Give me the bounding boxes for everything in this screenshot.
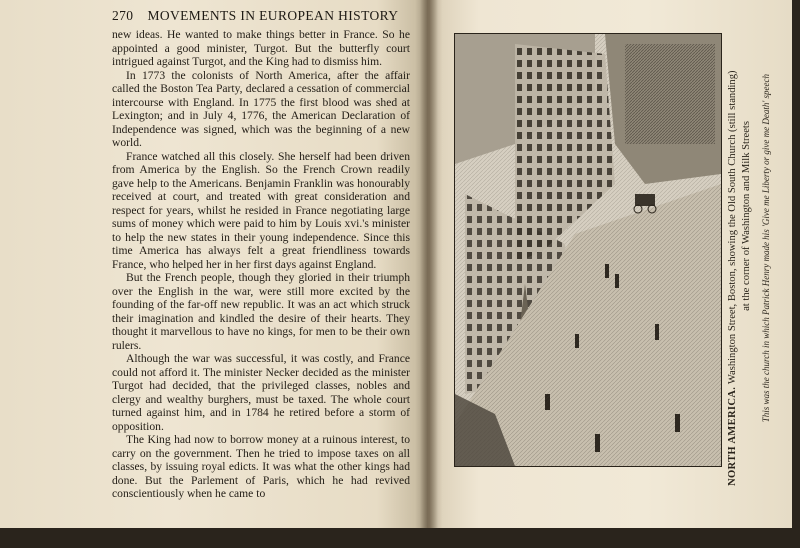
street-scene-illustration — [455, 34, 721, 466]
caption-title: NORTH AMERICA. — [727, 386, 738, 486]
body-text — [112, 28, 410, 501]
caption-line-1 — [727, 66, 739, 486]
paragraph: The King had now to borrow money at a ruinous interest, to carry on the government. Then he tried to impose taxes on all classes, by issuing royal edicts. It was what the other kings had done. But the Parlement of Paris, which he had revived conscientiously when he came to — [112, 433, 410, 500]
paragraph: Although the war was successful, it was costly, and France could not afford it. The minister Necker decided as the minister Turgot had decided, that the privileged classes, nobles and clergy and wealthy burghers, must be taxed. The whole court turned against him, and in 1784 he retired before a storm of opposition. — [112, 352, 410, 433]
engraving-plate — [454, 33, 722, 467]
caption-line-2: at the corner of Washington and Milk Streets — [741, 121, 752, 311]
paragraph: In 1773 the colonists of North America, after the affair called the Boston Tea Party, declared a cessation of commercial intercourse with England. In 1775 the first blood was shed at Lexington; and in July 4, 1776, the American Declaration of Independence was signed, which was the beginning of a new world. — [112, 68, 410, 149]
page-number: 270 — [112, 8, 134, 23]
running-head — [112, 8, 412, 24]
caption-note: This was the church in which Patrick Henry made his 'Give me Liberty or give me Death' speech — [761, 74, 771, 423]
paragraph: new ideas. He wanted to make things better in France. So he appointed a good minister, Turgot. But the butterfly court intrigued against Turgot, and the King had to dismiss him. — [112, 28, 410, 68]
paragraph: But the French people, though they gloried in their triumph over the English in the war, were still more excited by the founding of the far-off new republic. It was an act which struck their imagination and kindled the desire of their hearts. They thought it marvellous to have no kings, for men to be their own rulers. — [112, 271, 410, 352]
running-head-title: MOVEMENTS IN EUROPEAN HISTORY — [147, 8, 399, 23]
plate-caption — [727, 66, 791, 486]
caption-text: Washington Street, Boston, showing the Old South Church (still standing) — [727, 70, 738, 385]
book-gutter — [420, 0, 438, 528]
paragraph: France watched all this closely. She herself had been driven from America by the English. So the French Crown readily gave help to the Americans. Benjamin Franklin was honourably received at court, and treated with great consideration and respect for years, whilst he resided in France negotiating large sums of money which were paid to him by Louis xvi.'s minister to help the new states in their young independence. Since this time America has always felt a great friendliness towards France, who helped her in her first days against England. — [112, 149, 410, 271]
